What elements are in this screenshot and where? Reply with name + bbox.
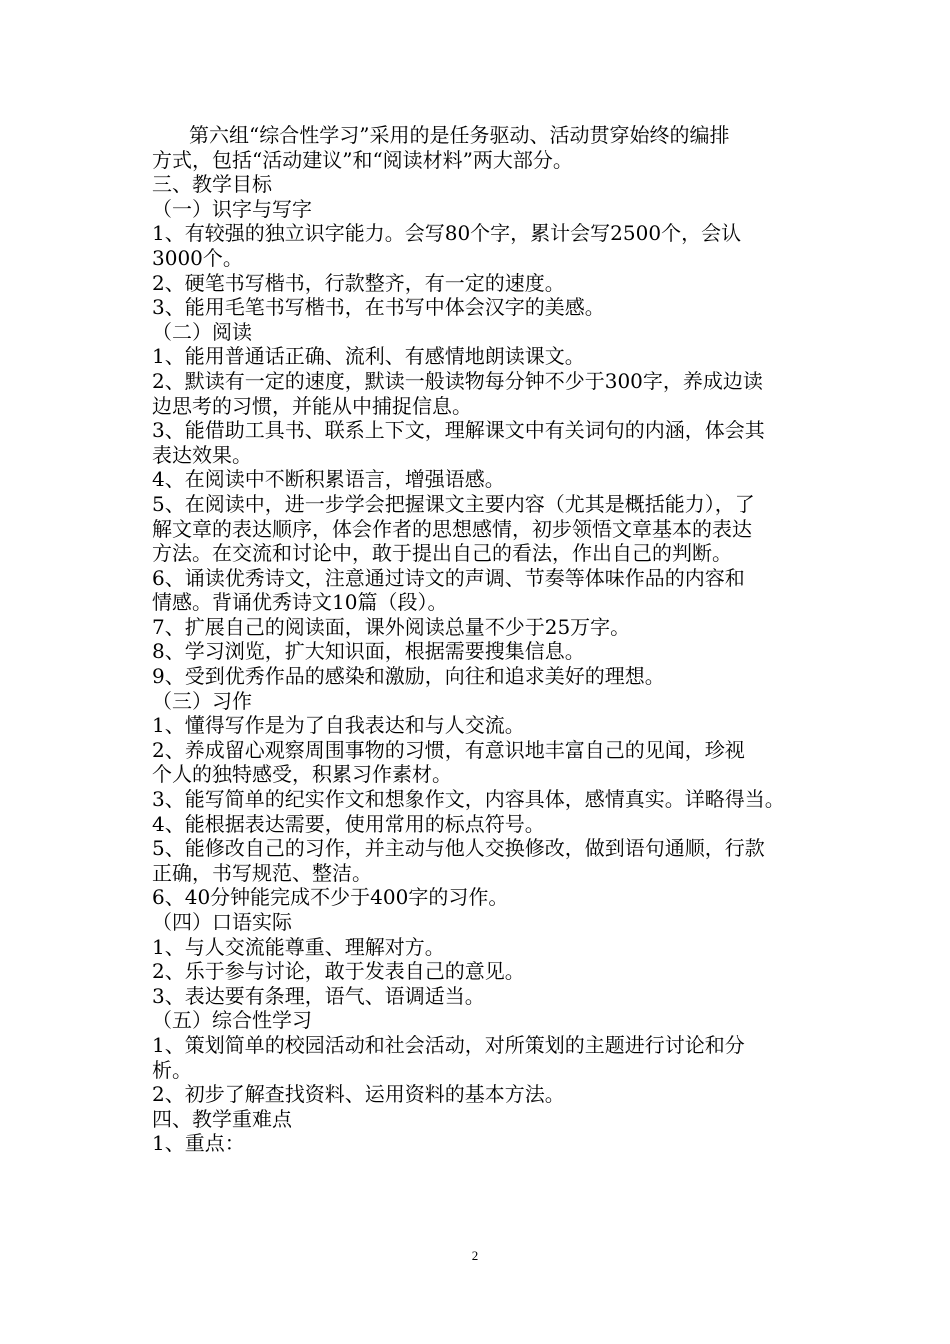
list-item: 8、学习浏览，扩大知识面，根据需要搜集信息。 (152, 639, 585, 664)
list-item: 2、硬笔书写楷书，行款整齐，有一定的速度。 (152, 270, 565, 295)
list-item: 1、能用普通话正确、流利、有感情地朗读课文。 (152, 344, 585, 369)
list-item: 3000个。 (152, 245, 243, 270)
list-item: 方法。在交流和讨论中，敢于提出自己的看法，作出自己的判断。 (152, 541, 732, 566)
list-item: 9、受到优秀作品的感染和激励，向往和追求美好的理想。 (152, 664, 665, 689)
list-item: 4、在阅读中不断积累语言，增强语感。 (152, 467, 505, 492)
list-item: 情感。背诵优秀诗文10篇（段）。 (152, 590, 448, 615)
list-item: 3、能写简单的纪实作文和想象作文，内容具体，感情真实。详略得当。 (152, 787, 785, 812)
list-item: 表达效果。 (152, 442, 252, 467)
subsection-heading: （一）识字与写字 (152, 196, 312, 221)
subsection-heading: （三）习作 (152, 688, 252, 713)
subsection-heading: （二）阅读 (152, 319, 252, 344)
list-item: 1、有较强的独立识字能力。会写80个字，累计会写2500个，会认 (152, 221, 742, 246)
list-item: 正确，书写规范、整洁。 (152, 860, 372, 885)
list-item: 7、扩展自己的阅读面，课外阅读总量不少于25万字。 (152, 614, 631, 639)
list-item: 边思考的习惯，并能从中捕捉信息。 (152, 393, 472, 418)
list-item: 1、重点： (152, 1131, 245, 1156)
list-item: 3、能用毛笔书写楷书，在书写中体会汉字的美感。 (152, 295, 605, 320)
list-item: 1、与人交流能尊重、理解对方。 (152, 934, 445, 959)
list-item: 4、能根据表达需要，使用常用的标点符号。 (152, 811, 545, 836)
list-item: 个人的独特感受，积累习作素材。 (152, 762, 452, 787)
list-item: 析。 (152, 1057, 192, 1082)
document-body (152, 123, 820, 1156)
list-item: 解文章的表达顺序，体会作者的思想感情，初步领悟文章基本的表达 (152, 516, 752, 541)
list-item: 6、诵读优秀诗文，注意通过诗文的声调、节奏等体味作品的内容和 (152, 565, 745, 590)
section-heading: 三、教学目标 (152, 172, 272, 197)
list-item: 2、默读有一定的速度，默读一般读物每分钟不少于300字，养成边读 (152, 368, 763, 393)
subsection-heading: （五）综合性学习 (152, 1008, 312, 1033)
list-item: 5、在阅读中，进一步学会把握课文主要内容（尤其是概括能力），了 (152, 491, 755, 516)
list-item: 2、养成留心观察周围事物的习惯，有意识地丰富自己的见闻，珍视 (152, 737, 745, 762)
section-heading: 四、教学重难点 (152, 1106, 292, 1131)
list-item: 3、能借助工具书、联系上下文，理解课文中有关词句的内涵，体会其 (152, 418, 765, 443)
subsection-heading: （四）口语实际 (152, 910, 292, 934)
list-item: 6、40分钟能完成不少于400字的习作。 (152, 885, 509, 910)
list-item: 1、懂得写作是为了自我表达和与人交流。 (152, 713, 525, 738)
paragraph-line: 方式，包括“活动建议”和“阅读材料”两大部分。 (152, 147, 573, 172)
page-number: 2 (471, 1248, 479, 1263)
list-item: 5、能修改自己的习作，并主动与他人交换修改，做到语句通顺，行款 (152, 836, 765, 861)
list-item: 2、初步了解查找资料、运用资料的基本方法。 (152, 1082, 565, 1107)
list-item: 2、乐于参与讨论，敢于发表自己的意见。 (152, 959, 525, 984)
list-item: 1、策划简单的校园活动和社会活动，对所策划的主题进行讨论和分 (152, 1032, 745, 1057)
list-item: 3、表达要有条理，语气、语调适当。 (152, 983, 485, 1008)
paragraph-line: 第六组“综合性学习”采用的是任务驱动、活动贯穿始终的编排 (189, 123, 730, 147)
